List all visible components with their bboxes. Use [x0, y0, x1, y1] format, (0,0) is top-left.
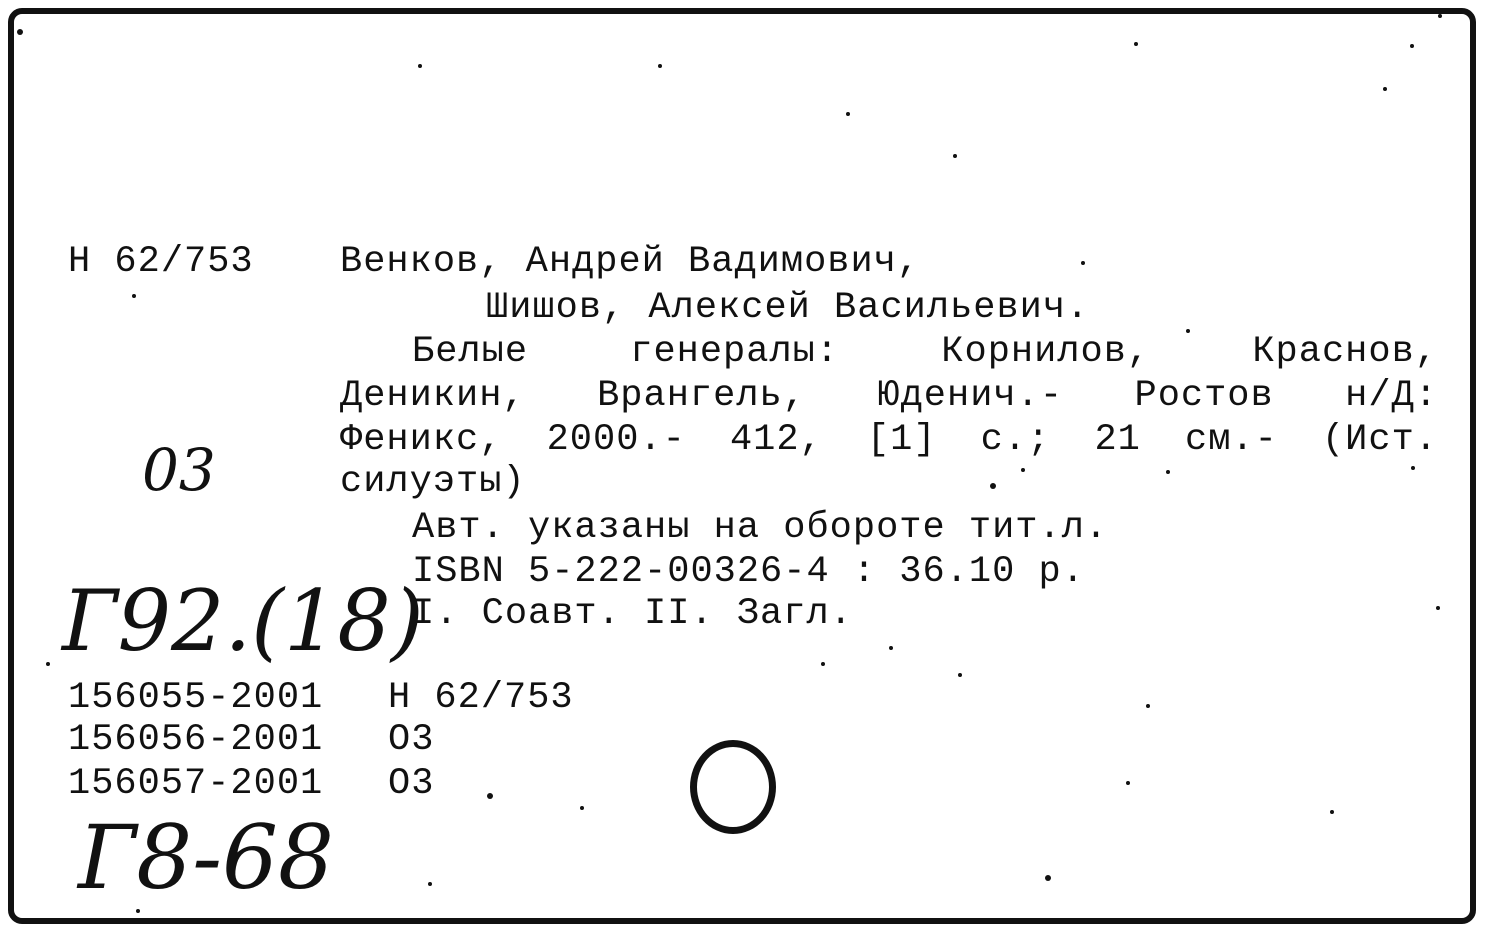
title-line-4: силуэты) [340, 461, 526, 503]
holding-inventory: 156057-2001 [68, 763, 324, 805]
holding-location: О3 [388, 763, 435, 805]
circle-mark [690, 740, 776, 834]
note-line-1: Авт. указаны на обороте тит.л. [412, 507, 1109, 549]
handwritten-mark-03: 03 [142, 436, 216, 504]
handwritten-shelf-code: Г8-68 [78, 806, 334, 909]
coauthor-line: Шишов, Алексей Васильевич. [486, 287, 1090, 329]
holding-inventory: 156056-2001 [68, 719, 324, 761]
call-number: Н 62/753 [68, 241, 254, 283]
title-line-1: Белые генералы: Корнилов, Краснов, [412, 331, 1438, 373]
title-line-3: Феникс, 2000.- 412, [1] с.; 21 см.- (Ист. [340, 419, 1438, 461]
title-line-2: Деникин, Врангель, Юденич.- Ростов н/Д: [340, 375, 1438, 417]
holding-location: О3 [388, 719, 435, 761]
holding-inventory: 156055-2001 [68, 677, 324, 719]
author-line: Венков, Андрей Вадимович, [340, 241, 921, 283]
note-line-3: I. Соавт. II. Загл. [412, 593, 853, 635]
handwritten-classification: Г92.(18) [62, 572, 424, 670]
holding-location: Н 62/753 [388, 677, 574, 719]
note-line-2: ISBN 5-222-00326-4 : 36.10 р. [412, 551, 1085, 593]
